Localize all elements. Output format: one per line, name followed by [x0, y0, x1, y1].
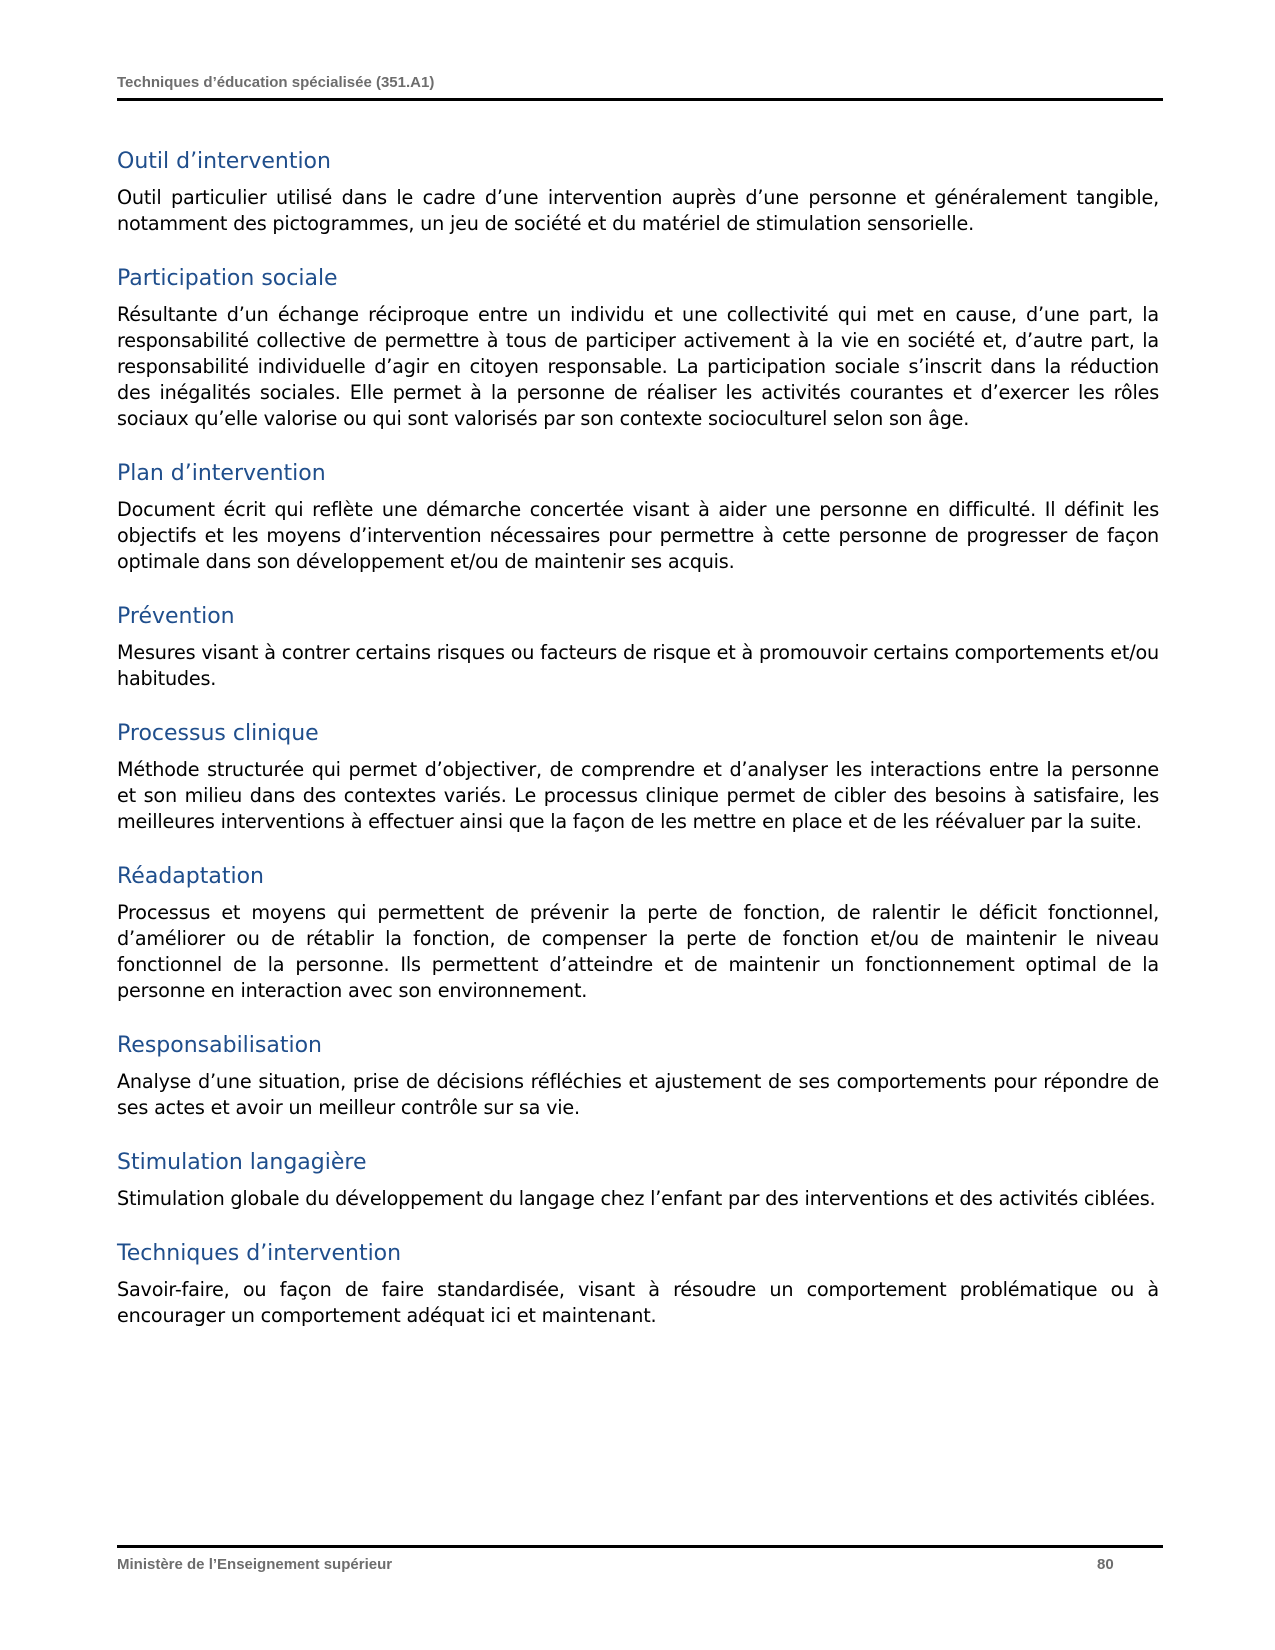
glossary-entry — [117, 1032, 1159, 1121]
glossary-term: Réadaptation — [117, 864, 264, 889]
glossary-term: Techniques d’intervention — [117, 1241, 402, 1266]
glossary-definition: Savoir-faire, ou façon de faire standardisée, visant à résoudre un comportement problématique ou à encourager un comportement adéquat ici et maintenant. — [117, 1278, 1159, 1327]
page-header — [117, 70, 1163, 101]
glossary-definition: Mesures visant à contrer certains risques ou facteurs de risque et à promouvoir certains comportements et/ou habitudes. — [117, 641, 1159, 690]
page-number: 80 — [1097, 1556, 1114, 1573]
glossary-definition: Méthode structurée qui permet d’objectiver, de comprendre et d’analyser les interactions entre la personne et son milieu dans des contextes variés. Le processus clinique permet de cibler des besoins à satisfaire, les meilleures interventions à effectuer ainsi que la façon de les mettre en place et de les réévaluer par la suite. — [117, 758, 1159, 833]
publisher-name: Ministère de l’Enseignement supérieur — [117, 1556, 393, 1573]
glossary-entry — [117, 460, 1159, 575]
document-title: Techniques d’éducation spécialisée (351.A1) — [117, 74, 435, 91]
glossary-term: Plan d’intervention — [117, 461, 326, 486]
glossary-entry — [117, 1240, 1159, 1329]
glossary-term: Processus clinique — [117, 721, 319, 746]
glossary-entry — [117, 265, 1159, 432]
glossary-entry — [117, 148, 1159, 237]
glossary-term: Participation sociale — [117, 266, 338, 291]
glossary-content — [117, 148, 1159, 1357]
glossary-entry — [117, 863, 1159, 1004]
page-footer — [117, 1545, 1163, 1578]
glossary-entry — [117, 1149, 1159, 1212]
glossary-term: Stimulation langagière — [117, 1150, 367, 1175]
glossary-definition: Document écrit qui reflète une démarche concertée visant à aider une personne en difficulté. Il définit les objectifs et les moyens d’intervention nécessaires pour permettre à cette personne de progresser de façon optimale dans son développement et/ou de maintenir ses acquis. — [117, 498, 1159, 573]
glossary-definition: Processus et moyens qui permettent de prévenir la perte de fonction, de ralentir le déficit fonctionnel, d’améliorer ou de rétablir la fonction, de compenser la perte de fonction et/ou de maintenir le niveau fonctionnel de la personne. Ils permettent d’atteindre et de maintenir un fonctionnement optimal de la personne en interaction avec son environnement. — [117, 901, 1159, 1002]
glossary-definition: Outil particulier utilisé dans le cadre d’une intervention auprès d’une personne et généralement tangible, notamment des pictogrammes, un jeu de société et du matériel de stimulation sensorielle. — [117, 186, 1159, 235]
glossary-definition: Résultante d’un échange réciproque entre un individu et une collectivité qui met en cause, d’une part, la responsabilité collective de permettre à tous de participer activement à la vie en société et, d’autre part, la responsabilité individuelle d’agir en citoyen responsable. La participation sociale s’inscrit dans la réduction des inégalités sociales. Elle permet à la personne de réaliser les activités courantes et d’exercer les rôles sociaux qu’elle valorise ou qui sont valorisés par son contexte socioculturel selon son âge. — [117, 303, 1159, 430]
glossary-entry — [117, 603, 1159, 692]
glossary-definition: Stimulation globale du développement du langage chez l’enfant par des interventions et des activités ciblées. — [117, 1187, 1156, 1210]
glossary-entry — [117, 720, 1159, 835]
glossary-definition: Analyse d’une situation, prise de décisions réfléchies et ajustement de ses comportements pour répondre de ses actes et avoir un meilleur contrôle sur sa vie. — [117, 1070, 1159, 1119]
glossary-term: Prévention — [117, 604, 235, 629]
glossary-term: Outil d’intervention — [117, 149, 331, 174]
glossary-term: Responsabilisation — [117, 1033, 322, 1058]
